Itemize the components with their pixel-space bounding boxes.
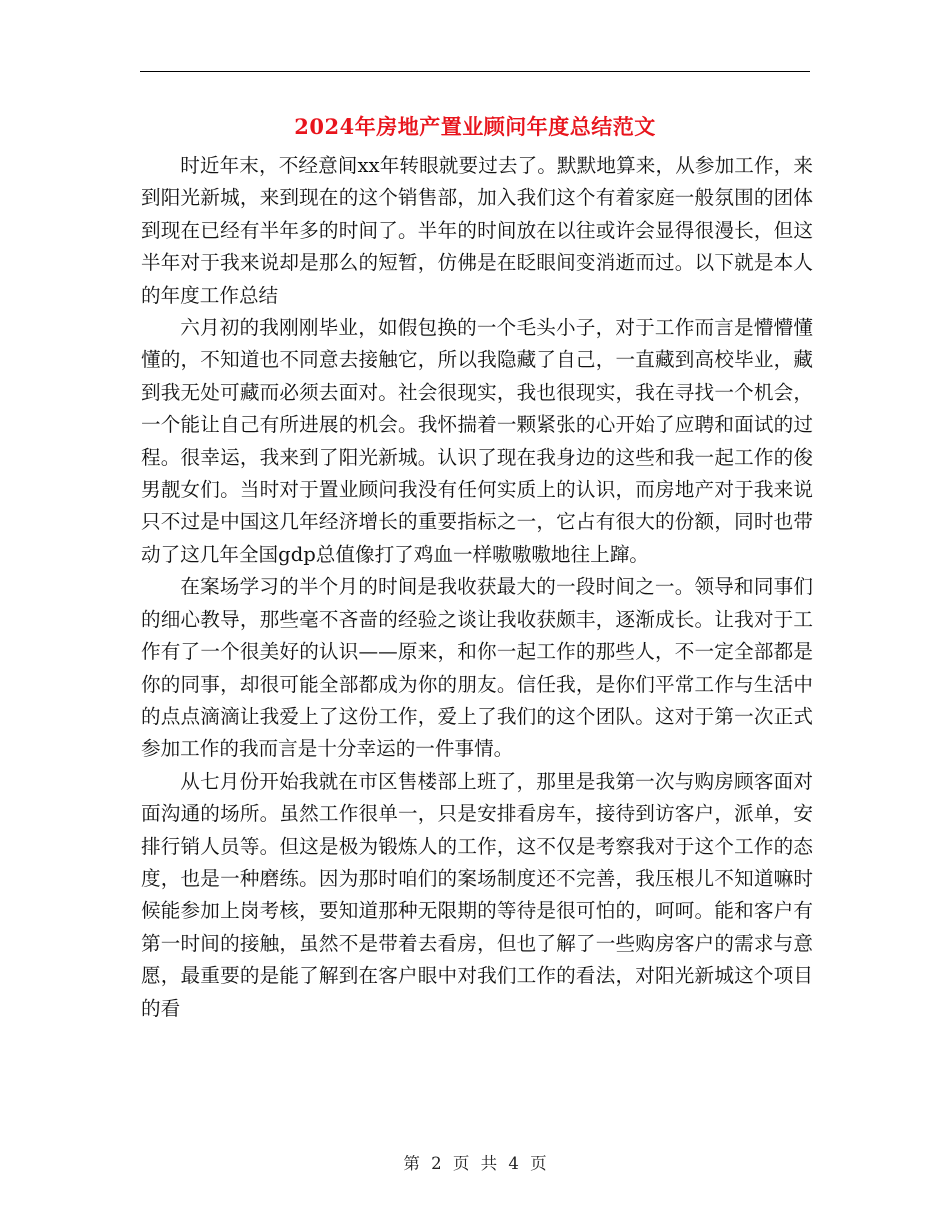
footer-prefix: 第 — [403, 1154, 420, 1173]
footer-total-word: 共 — [480, 1154, 498, 1173]
footer-current-page: 2 — [431, 1154, 442, 1173]
paragraph-3: 在案场学习的半个月的时间是我收获最大的一段时间之一。领导和同事们的细心教导，那些毫不吝啬的经验之谈让我收获颇丰，逐渐成长。让我对于工作有了一个很美好的认识——原来，和你一起工作的那些人，不一定全部都是你的同事，却很可能全部都成为你的朋友。信任我，是你们平常工作与生活中的点点滴滴让我爱上了这份工作，爱上了我们的这个团队。这对于第一次正式参加工作的我而言是十分幸运的一件事情。 — [141, 575, 813, 761]
document-body — [141, 150, 813, 1025]
paragraph-2: 六月初的我刚刚毕业，如假包换的一个毛头小子，对于工作而言是懵懵懂懂的，不知道也不同意去接触它，所以我隐藏了自己，一直藏到高校毕业，藏到我无处可藏而必须去面对。社会很现实，我也很现实，我在寻找一个机会，一个能让自己有所进展的机会。我怀揣着一颗紧张的心开始了应聘和面试的过程。很幸运，我来到了阳光新城。认识了现在我身边的这些和我一起工作的俊男靓女们。当时对于置业顾问我没有任何实质上的认识，而房地产对于我来说只不过是中国这几年经济增长的重要指标之一，它占有很大的份额，同时也带动了这几年全国gdp总值像打了鸡血一样嗷嗷嗷地往上蹿。 — [141, 316, 813, 566]
document-title: 2024年房地产置业顾问年度总结范文 — [294, 114, 656, 139]
footer-suffix: 页 — [530, 1154, 547, 1173]
footer-page-word: 页 — [452, 1154, 470, 1173]
page-footer — [0, 1152, 950, 1176]
footer-total-pages: 4 — [508, 1154, 519, 1173]
header-rule — [140, 71, 810, 72]
paragraph-4: 从七月份开始我就在市区售楼部上班了，那里是我第一次与购房顾客面对面沟通的场所。虽然工作很单一，只是安排看房车，接待到访客户，派单，安排行销人员等。但这是极为锻炼人的工作，这不仅是考察我对于这个工作的态度，也是一种磨练。因为那时咱们的案场制度还不完善，我压根儿不知道嘛时候能参加上岗考核，要知道那种无限期的等待是很可怕的，呵呵。能和客户有第一时间的接触，虽然不是带着去看房，但也了解了一些购房客户的需求与意愿，最重要的是能了解到在客户眼中对我们工作的看法，对阳光新城这个项目的看 — [141, 769, 813, 1020]
paragraph-1: 时近年末，不经意间xx年转眼就要过去了。默默地算来，从参加工作，来到阳光新城，来到现在的这个销售部，加入我们这个有着家庭一般氛围的团体到现在已经有半年多的时间了。半年的时间放在以往或许会显得很漫长，但这半年对于我来说却是那么的短暂，仿佛是在眨眼间变消逝而过。以下就是本人的年度工作总结 — [141, 154, 813, 307]
